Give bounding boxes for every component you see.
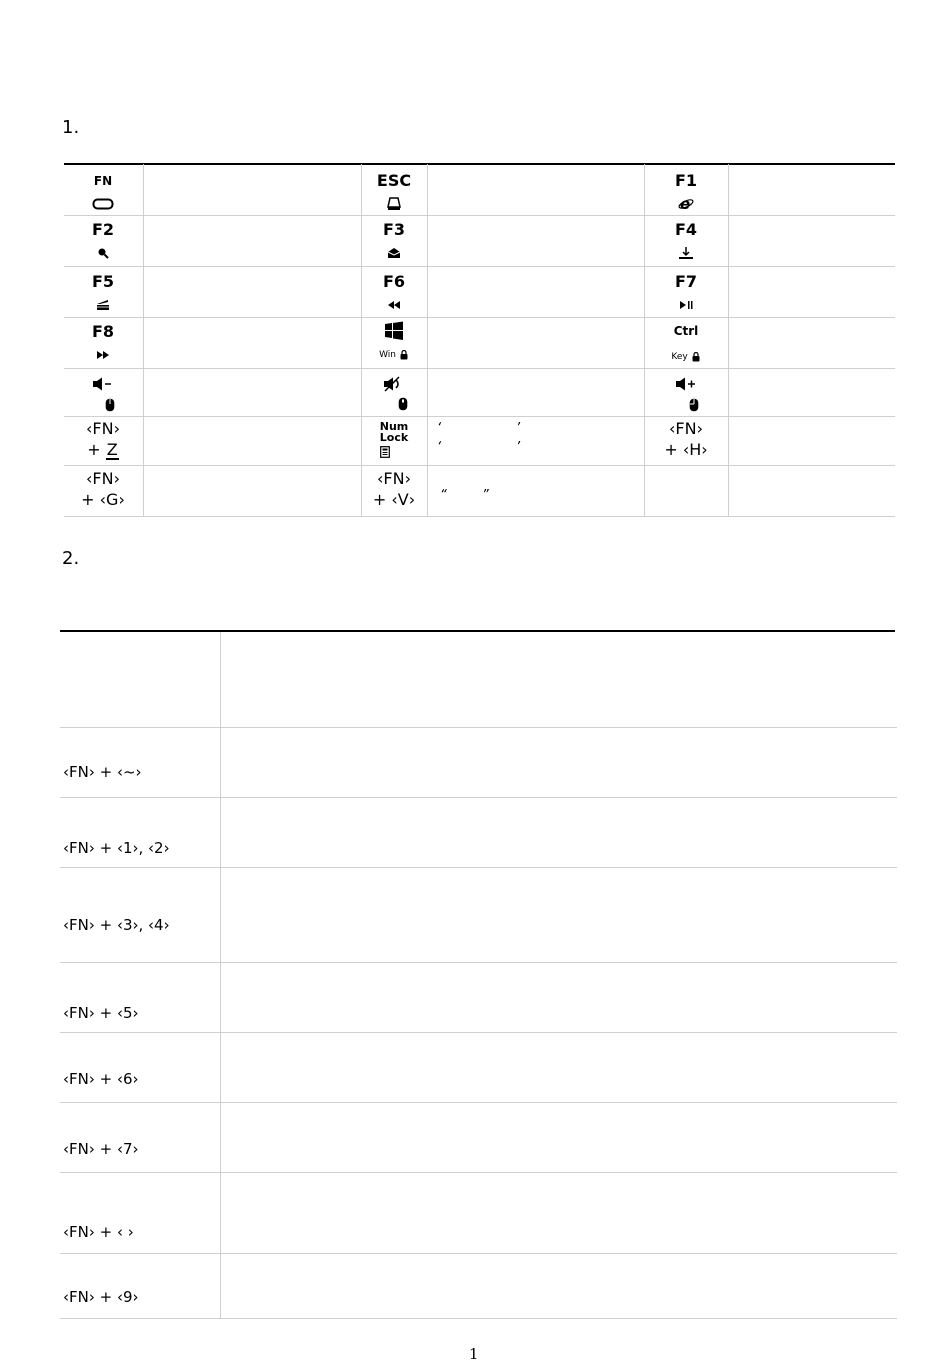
section-2-number: 2. [62,548,80,569]
mail-icon [354,244,434,260]
mouse-right-icon [63,396,143,412]
key-volume-down [63,374,143,412]
key-mute [354,374,434,411]
rewind-icon [354,296,434,312]
key-fn-v: ‹FN› + ‹V› [372,469,416,509]
row-divider [60,1253,897,1254]
key-esc: ESC [354,172,434,211]
combo-label: ‹FN› + ‹7› [63,1140,139,1158]
col-divider [220,632,221,1318]
fast-forward-icon [63,346,143,362]
svg-text:e: e [680,195,691,212]
row-divider [64,266,895,267]
col-divider [728,164,729,516]
key-f4: F4 [646,221,726,260]
mouse-left-icon [646,396,726,412]
row-divider [64,317,895,318]
lock-icon [691,352,701,362]
key-fn-z: ‹FN› + Z [86,419,120,459]
key-f2: F2 [63,221,143,260]
page-number: 1 [469,1345,479,1363]
col-divider [644,164,645,516]
row-divider [64,215,895,216]
calculator-icon [354,443,434,459]
lock-icon [399,350,409,360]
row-divider [60,797,897,798]
combo-label: ‹FN› + ‹ › [63,1223,134,1241]
key-fn-h: ‹FN› + ‹H› [664,419,708,459]
section-1-number: 1. [62,117,80,138]
mute-icon [354,374,434,392]
row-divider [60,1172,897,1173]
volume-up-icon [646,374,726,392]
search-icon [63,244,143,260]
key-fn: FN [63,172,143,211]
eject-icon [354,195,434,211]
combo-label: ‹FN› + ‹5› [63,1004,139,1022]
combo-label: ‹FN› + ‹6› [63,1070,139,1088]
key-f3: F3 [354,221,434,260]
col-divider [143,164,144,516]
key-f6: F6 [354,273,434,312]
row-divider [60,962,897,963]
table-top-rule [60,630,895,632]
windows-icon [354,321,434,341]
key-f1: F1 e [646,172,726,212]
row-divider [60,727,897,728]
row-divider [64,368,895,369]
row-divider [60,1102,897,1103]
rounded-rect-icon [63,195,143,211]
row-divider [64,465,895,466]
mouse-middle-icon [354,395,434,411]
media-player-icon [63,296,143,312]
volume-down-icon [63,374,143,392]
key-num-lock: Num Lock [354,421,434,459]
play-pause-icon [646,296,726,312]
key-f5: F5 [63,273,143,312]
internet-explorer-icon [646,195,726,212]
key-windows: Win [354,321,434,363]
key-volume-up [646,374,726,412]
row-divider [64,416,895,417]
combo-label: ‹FN› + ‹9› [63,1288,139,1306]
table-bottom-rule [64,516,895,517]
key-f8: F8 [63,323,143,362]
row-divider [60,1032,897,1033]
download-icon [646,244,726,260]
table-bottom-rule [60,1318,897,1319]
row-divider [60,867,897,868]
combo-label: ‹FN› + ‹1›, ‹2› [63,839,170,857]
key-fn-g: ‹FN› + ‹G› [81,469,125,509]
key-f7: F7 [646,273,726,312]
combo-label: ‹FN› + ‹3›, ‹4› [63,916,170,934]
combo-label: ‹FN› + ‹~› [63,763,142,781]
key-ctrl: Ctrl Key [646,322,726,365]
table-top-rule [64,163,895,165]
